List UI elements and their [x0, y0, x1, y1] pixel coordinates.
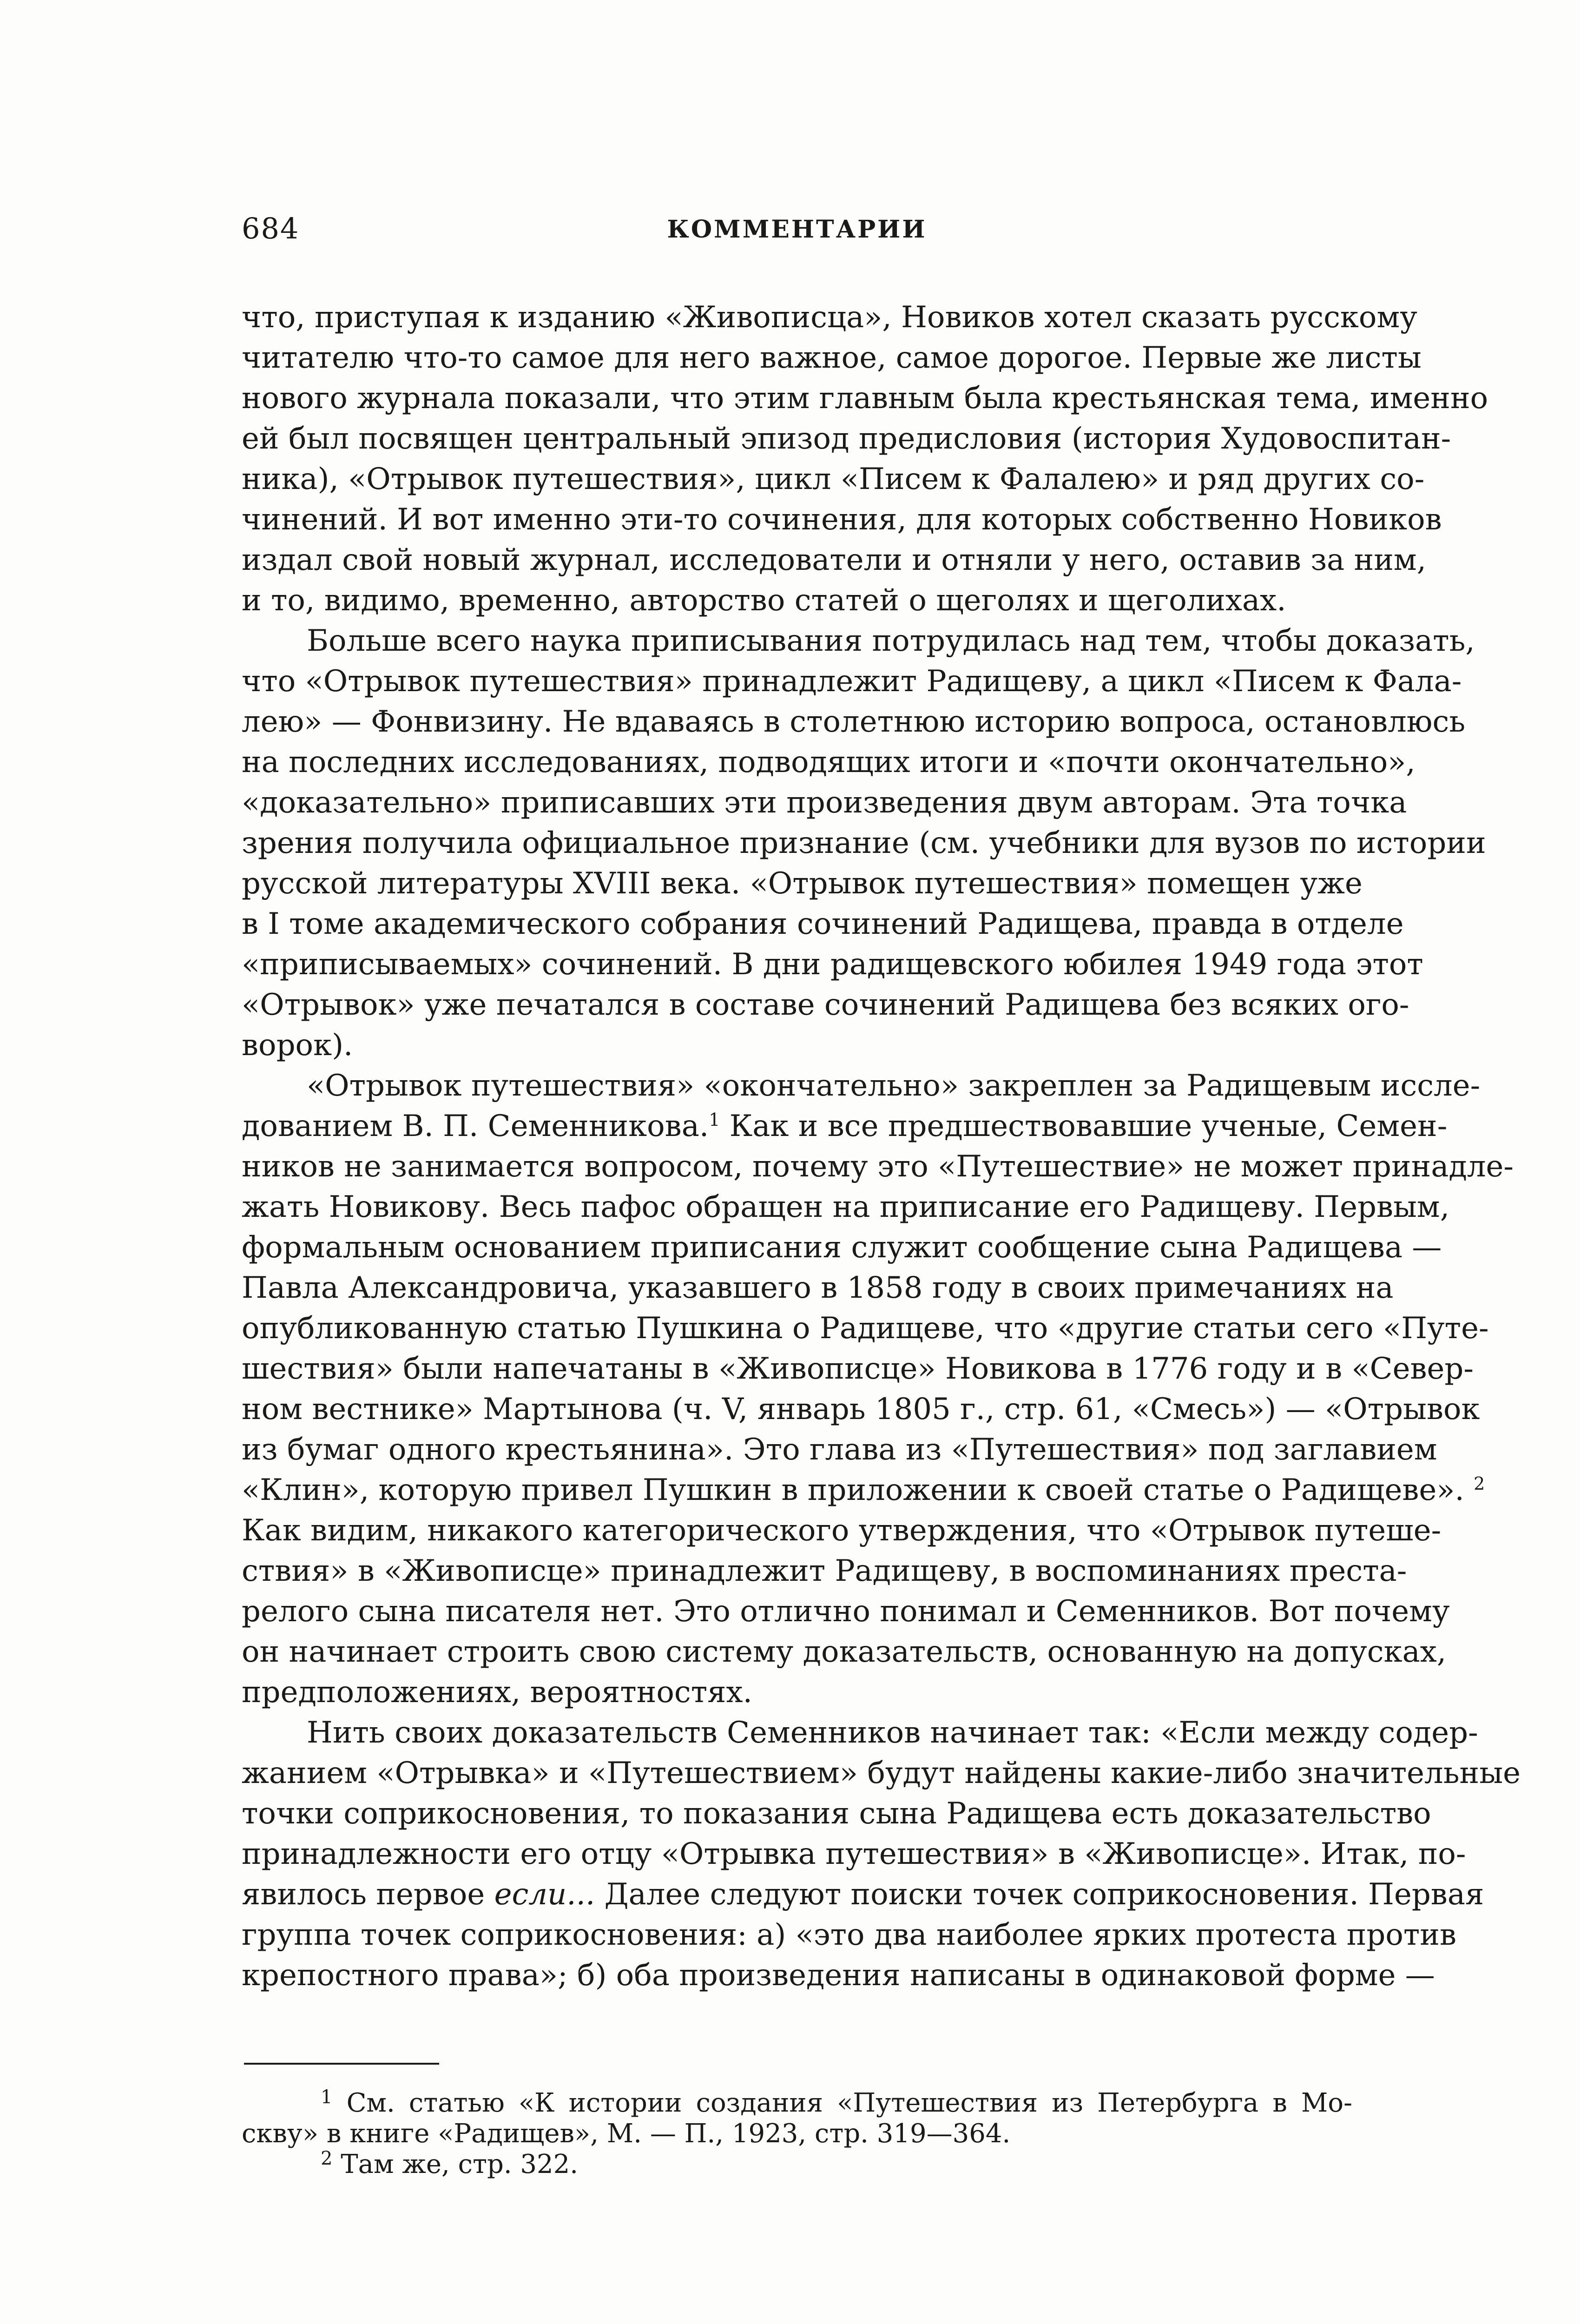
text-line: группа точек соприкосновения: а) «это два наиболее ярких протеста против — [242, 1918, 1456, 1952]
text-line: он начинает строить свою систему доказательств, основанную на допусках, — [242, 1635, 1447, 1669]
text-line: читателю что-то самое для него важное, самое дорогое. Первые же листы — [242, 341, 1422, 375]
text-line: что, приступая к изданию «Живописца», Новиков хотел сказать русскому — [242, 300, 1417, 335]
text-line: «приписываемых» сочинений. В дни радищевского юбилея 1949 года этот — [242, 947, 1423, 982]
text-line: нового журнала показали, что этим главным была крестьянская тема, именно — [242, 381, 1488, 416]
paragraph-2 — [242, 621, 1486, 1066]
footnotes — [242, 2088, 1352, 2180]
text-line: издал свой новый журнал, исследователи и отняли у него, оставив за ним, — [242, 543, 1427, 577]
text-line: формальным основанием приписания служит сообщение сына Радищева — — [242, 1230, 1442, 1265]
text-line: ном вестнике» Мартынова (ч. V, январь 1805 г., стр. 61, «Смесь») — «Отрывок — [242, 1392, 1480, 1426]
footnote-ref-2[interactable]: 2 — [1474, 1473, 1485, 1494]
text-line: «Клин», которую привел Пушкин в приложении к своей статье о Радищеве». $^2$ — [242, 1473, 1485, 1507]
text-line: жать Новикову. Весь пафос обращен на приписание его Радищеву. Первым, — [242, 1190, 1450, 1224]
text-line: дованием В. П. Семенникова.$^1$ Как и все предшествовавшие ученые, Семен- — [242, 1109, 1448, 1143]
footnote-divider — [244, 2063, 439, 2065]
text-line: ворок). — [242, 1028, 353, 1063]
footnote-marker: 2 — [321, 2148, 333, 2169]
text-line: релого сына писателя нет. Это отлично понимал и Семенников. Вот почему — [242, 1594, 1450, 1629]
main-text — [242, 297, 1521, 1996]
footnote-line: $^2$ Там же, стр. 322. — [321, 2148, 579, 2179]
text-line: и то, видимо, временно, авторство статей о щеголях и щеголихах. — [242, 583, 1286, 618]
text-line: предположениях, вероятностях. — [242, 1675, 752, 1710]
running-head: КОММЕНТАРИИ — [667, 215, 927, 244]
text-line: Павла Александровича, указавшего в 1858 году в своих примечаниях на — [242, 1271, 1394, 1305]
text-line: зрения получила официальное признание (см. учебники для вузов по истории — [242, 826, 1486, 860]
text-line: Как видим, никакого категорического утверждения, что «Отрывок путеше- — [242, 1513, 1442, 1548]
page-number: 684 — [242, 211, 300, 245]
paragraph-4 — [242, 1713, 1521, 1996]
text-line: ника), «Отрывок путешествия», цикл «Писем к Фалалею» и ряд других со- — [242, 462, 1425, 496]
text-line: крепостного права»; б) оба произведения написаны в одинаковой форме — — [242, 1958, 1435, 1993]
italic-word: если... — [494, 1877, 595, 1912]
text-line: «Отрывок путешествия» «окончательно» закреплен за Радищевым иссле- — [307, 1069, 1481, 1103]
text-line: в I томе академического собрания сочинений Радищева, правда в отделе — [242, 907, 1404, 941]
text-line: опубликованную статью Пушкина о Радищеве, что «другие статьи сего «Путе- — [242, 1311, 1489, 1346]
text-line: принадлежности его отцу «Отрывка путешествия» в «Живописце». Итак, по- — [242, 1837, 1466, 1871]
footnote-marker: 1 — [321, 2086, 333, 2108]
text-line: точки соприкосновения, то показания сына Радищева есть доказательство — [242, 1796, 1431, 1831]
text-line: на последних исследованиях, подводящих итоги и «почти окончательно», — [242, 745, 1415, 779]
paragraph-3 — [242, 1066, 1514, 1713]
footnote-2 — [242, 2149, 1352, 2180]
text-line: русской литературы XVIII века. «Отрывок путешествия» помещен уже — [242, 866, 1363, 901]
footnote-ref-1[interactable]: 1 — [709, 1109, 720, 1130]
footnote-1 — [242, 2088, 1352, 2149]
text-line: Больше всего наука приписывания потрудилась над тем, чтобы доказать, — [307, 624, 1475, 658]
text-line: «доказательно» приписавших эти произведения двум авторам. Эта точка — [242, 786, 1407, 820]
text-line: явилось первое если... Далее следуют поиски точек соприкосновения. Первая — [242, 1877, 1484, 1912]
text-line: «Отрывок» уже печатался в составе сочинений Радищева без всяких ого- — [242, 988, 1409, 1022]
text-line: Нить своих доказательств Семенников начинает так: «Если между содер- — [307, 1716, 1478, 1750]
text-line: чинений. И вот именно эти-то сочинения, для которых собственно Новиков — [242, 502, 1442, 537]
text-line: что «Отрывок путешествия» принадлежит Радищеву, а цикл «Писем к Фала- — [242, 664, 1462, 699]
text-line: из бумаг одного крестьянина». Это глава из «Путешествия» под заглавием — [242, 1433, 1437, 1467]
text-line: шествия» были напечатаны в «Живописце» Новикова в 1776 году и в «Север- — [242, 1352, 1474, 1386]
footnote-line: $^1$ См. статью «К истории создания «Путешествия из Петербурга в Мо- — [321, 2086, 1352, 2118]
text-line: лею» — Фонвизину. Не вдаваясь в столетнюю историю вопроса, остановлюсь — [242, 705, 1466, 739]
text-line: жанием «Отрывка» и «Путешествием» будут найдены какие-либо значительные — [242, 1756, 1521, 1790]
footnote-line: скву» в книге «Радищев», М. — П., 1923, стр. 319—364. — [242, 2119, 1011, 2149]
paragraph-1 — [242, 297, 1488, 621]
text-line: ников не занимается вопросом, почему это «Путешествие» не может принадле- — [242, 1149, 1514, 1184]
page-header — [242, 211, 1352, 253]
text-line: ствия» в «Живописце» принадлежит Радищеву, в воспоминаниях преста- — [242, 1554, 1407, 1588]
text-line: ей был посвящен центральный эпизод предисловия (история Худовоспитан- — [242, 422, 1451, 456]
